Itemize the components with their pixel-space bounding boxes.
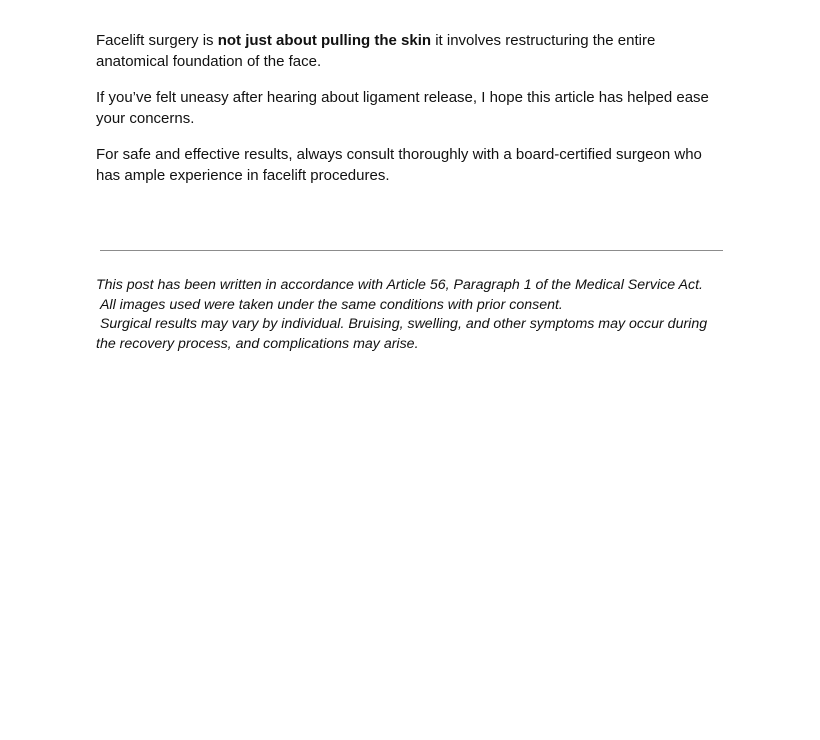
paragraph-text-end: it involves restructuring the entire anatomical foundation of the face.: [96, 32, 656, 70]
section-divider: [100, 250, 723, 251]
paragraph-text-start: Facelift surgery is: [96, 32, 218, 49]
disclaimer-image-consent: All images used were taken under the same conditions with prior consent.: [96, 296, 563, 313]
article-body: [96, 30, 728, 186]
conclusion-paragraph: [96, 30, 728, 72]
disclaimer-law-reference: This post has been written in accordance with Article 56, Paragraph 1 of the Medical Service Act.: [96, 277, 703, 293]
emphasis-text: not just about pulling the skin: [217, 32, 432, 49]
reassurance-paragraph: If you’ve felt uneasy after hearing about ligament release, I hope this article has helped ease your concerns.: [96, 89, 709, 127]
disclaimer-results-variation: Surgical results may vary by individual. Bruising, swelling, and other symptoms may occur during the recovery process, and complications may arise.: [96, 316, 712, 352]
consultation-paragraph: For safe and effective results, always consult thoroughly with a board-certified surgeon who has ample experience in facelift procedures.: [96, 146, 702, 184]
legal-disclaimer: [96, 276, 724, 354]
